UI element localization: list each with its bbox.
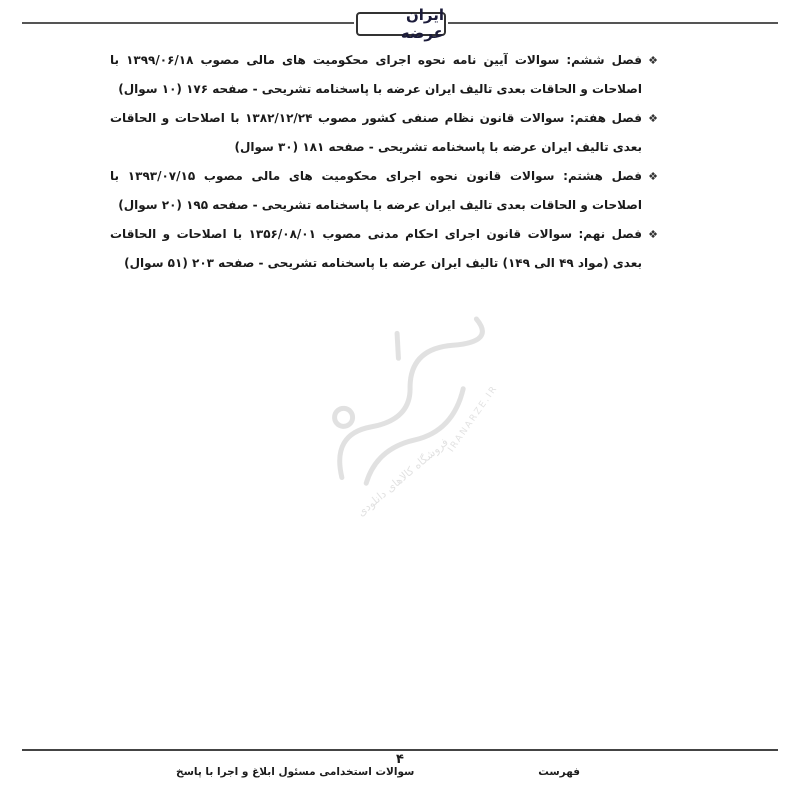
diamond-bullet-icon: ❖ (648, 228, 658, 241)
watermark-tagline: فروشگاه کالاهای دانلودی (354, 435, 451, 520)
toc-item-text: فصل ششم: سوالات آیین نامه نحوه اجرای محکومیت های مالی مصوب ۱۳۹۹/۰۶/۱۸ با اصلاحات و الحاقات بعدی تالیف ایران عرضه با پاسخنامه تشریحی - صفحه ۱۷۶ (۱۰ سوال) (110, 53, 642, 96)
toc-item-text: فصل هفتم: سوالات قانون نظام صنفی کشور مصوب ۱۳۸۲/۱۲/۲۴ با اصلاحات و الحاقات بعدی تالیف ایران عرضه با پاسخنامه تشریحی - صفحه ۱۸۱ (۳۰ سوال) (110, 111, 642, 154)
footer-section-label: فهرست (538, 766, 580, 778)
brand-logo: ایران عرضه (356, 12, 446, 36)
toc-item-text: فصل هشتم: سوالات قانون نحوه اجرای محکومیت های مالی مصوب ۱۳۹۳/۰۷/۱۵ با اصلاحات و الحاقات بعدی تالیف ایران عرضه با پاسخنامه تشریحی - صفحه ۱۹۵ (۲۰ سوال) (110, 169, 642, 212)
watermark-site: IRANARZE.IR (446, 383, 501, 455)
brand-watermark (270, 270, 540, 540)
toc-item-chapter-7 (110, 104, 658, 162)
toc-list (110, 46, 658, 278)
diamond-bullet-icon: ❖ (648, 112, 658, 125)
header-rule-left (22, 22, 354, 24)
toc-item-chapter-8 (110, 162, 658, 220)
toc-item-text: فصل نهم: سوالات قانون اجرای احکام مدنی مصوب ۱۳۵۶/۰۸/۰۱ با اصلاحات و الحاقات بعدی (مواد ۴۹ الی ۱۴۹) تالیف ایران عرضه با پاسخنامه تشریحی - صفحه ۲۰۳ (۵۱ سوال) (110, 227, 642, 270)
footer-rule (22, 749, 778, 751)
footer-book-title: سوالات استخدامی مسئول ابلاغ و اجرا با پاسخ (176, 766, 415, 778)
page-number: ۴ (396, 752, 404, 767)
page-header (0, 6, 800, 42)
diamond-bullet-icon: ❖ (648, 54, 658, 67)
toc-item-chapter-6 (110, 46, 658, 104)
header-rule-right (448, 22, 778, 24)
diamond-bullet-icon: ❖ (648, 170, 658, 183)
